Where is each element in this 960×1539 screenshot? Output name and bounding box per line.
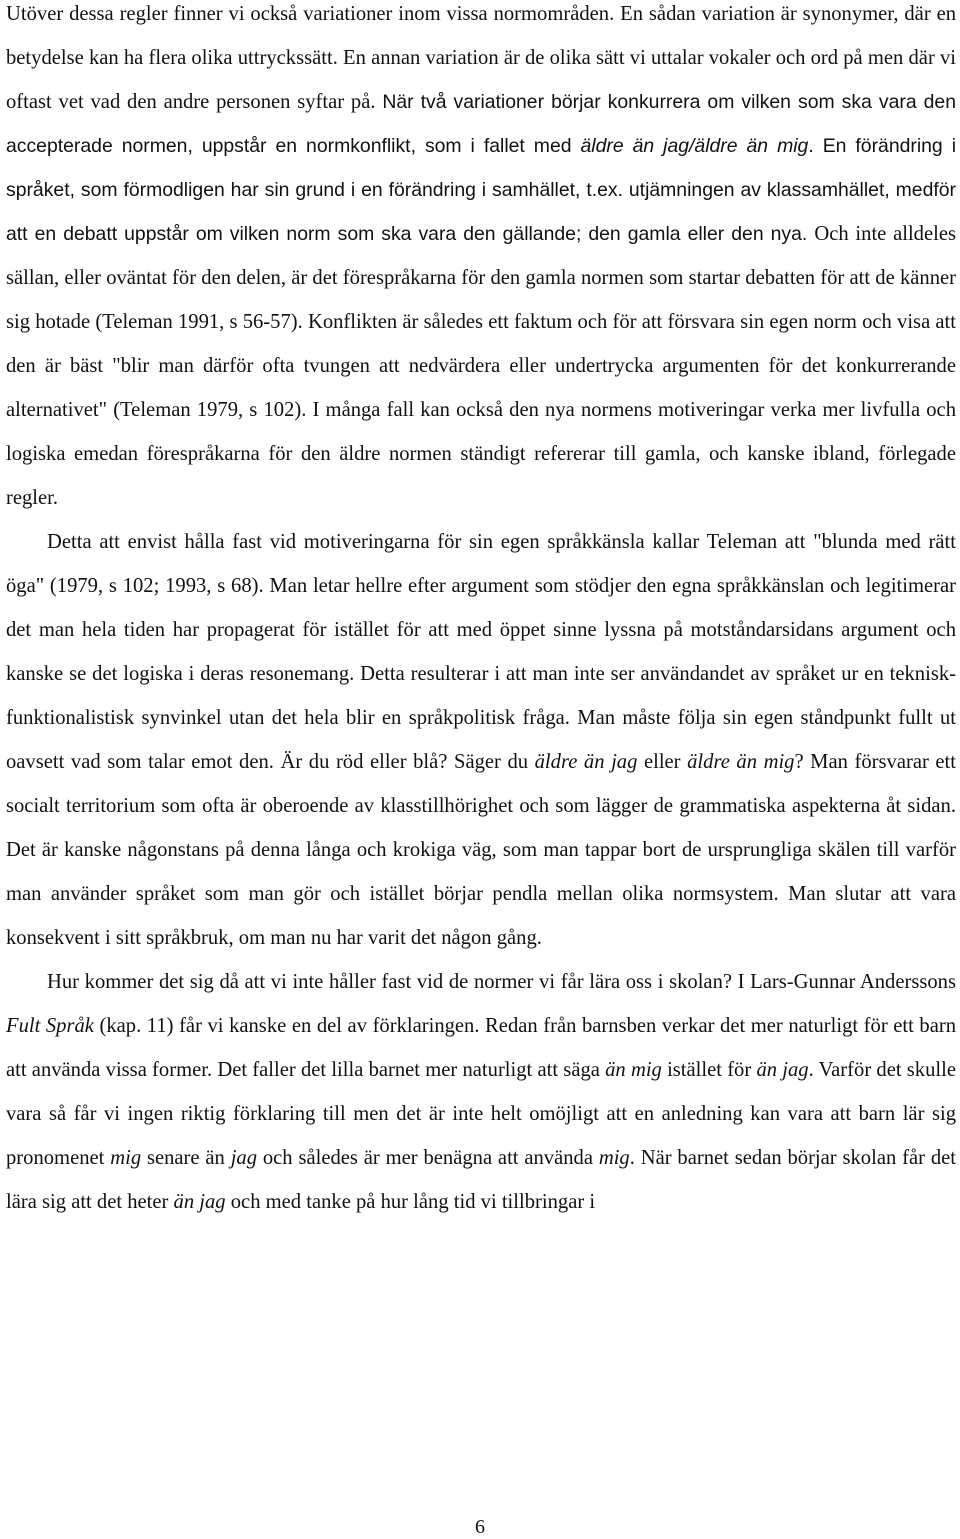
text-segment: istället för [661,1059,757,1081]
italic-text-segment: jag [230,1147,258,1169]
text-segment: Detta att envist hålla fast vid motiveringarna för sin egen språkkänsla kallar Teleman att "blunda med rätt öga" (1979, s 102; 1993, s 68). Man letar hellre efter argument som stödjer den egna språkkänslan och legitimerar det man hela tiden har propagerat för istället för att med öppet sinne lyssna på motståndarsidans argument och kanske se det logiska i deras resonemang. Detta resulterar i att man inte ser användandet av språket ur en teknisk-funktionalistisk synvinkel utan det hela blir en språkpolitisk fråga. Man måste följa sin egen ståndpunkt fullt ut oavsett vad som talar emot den. Är du röd eller blå? Säger du [6,531,956,773]
text-segment: Utöver dessa regler finner vi också variationer inom vissa normområden. En sådan variation är synonymer, där en betydelse kan ha flera olika uttryckssätt. En annan variation är de olika sätt vi uttalar vokaler och ord på men där vi oftast vet vad den andre personen syftar på. [6,3,956,113]
italic-text-segment: äldre än jag/äldre än mig [580,135,809,157]
text-segment: och således är mer benägna att använda [257,1147,599,1169]
paragraph-3 [6,960,956,1224]
italic-text-segment: än mig [605,1059,662,1081]
text-segment: Hur kommer det sig då att vi inte håller fast vid de normer vi får lära oss i skolan? I Lars-Gunnar Anderssons [47,971,956,993]
italic-text-segment: mig [598,1147,630,1169]
text-segment: När två variationer börjar konkurrera om vilken som ska vara den accepterade normen, uppstår en normkonflikt, som i fallet med [6,91,956,157]
italic-text-segment: äldre än mig [687,751,795,773]
paragraph-1 [6,0,956,520]
italic-text-segment: än jag [756,1059,809,1081]
text-segment: ? Man försvarar ett socialt territorium som ofta är oberoende av klasstillhörighet och som lägger de grammatiska aspekterna åt sidan. Det är kanske någonstans på denna långa och krokiga väg, som man tappar bort de ursprungliga skälen till varför man använder språket som man gör och istället börjar pendla mellan olika normsystem. Man slutar att vara konsekvent i sitt språkbruk, om man nu har varit det någon gång. [6,751,956,949]
italic-text-segment: mig [110,1147,142,1169]
italic-text-segment: än jag [173,1191,226,1213]
text-segment: eller [637,751,688,773]
text-segment: . Varför det skulle vara så får vi ingen riktig förklaring till men det är inte helt omöjligt att en anledning kan vara att barn lär sig pronomenet [6,1059,956,1169]
page-number: 6 [475,1516,485,1538]
document-page [6,0,956,1224]
text-segment: och med tanke på hur lång tid vi tillbringar i [225,1191,596,1213]
text-segment: (kap. 11) får vi kanske en del av förklaringen. Redan från barnsben verkar det mer naturligt för ett barn att använda vissa former. Det faller det lilla barnet mer naturligt att säga [6,1015,957,1081]
text-segment: Och inte alldeles sällan, eller oväntat för den delen, är det förespråkarna för den gamla normen som startar debatten för att de känner sig hotade (Teleman 1991, s 56-57). Konflikten är således ett faktum och för att försvara sin egen norm och visa att den är bäst "blir man därför ofta tvungen att nedvärdera eller undertrycka argumenten för det konkurrerande alternativet" (Teleman 1979, s 102). I många fall kan också den nya normens motiveringar verka mer livfulla och logiska emedan förespråkarna för den äldre normen ständigt refererar till gamla, och kanske ibland, förlegade regler. [6,223,956,509]
text-segment: senare än [141,1147,231,1169]
text-segment: . En förändring i språket, som förmodligen har sin grund i en förändring i samhället, t.ex. utjämningen av klassamhället, medför att en debatt uppstår om vilken norm som ska vara den gällande; den gamla eller den nya. [6,135,957,245]
italic-text-segment: Fult Språk [6,1015,94,1037]
text-segment: . När barnet sedan börjar skolan får det lära sig att det heter [6,1147,956,1213]
italic-text-segment: äldre än jag [534,751,638,773]
paragraph-2 [6,520,956,960]
